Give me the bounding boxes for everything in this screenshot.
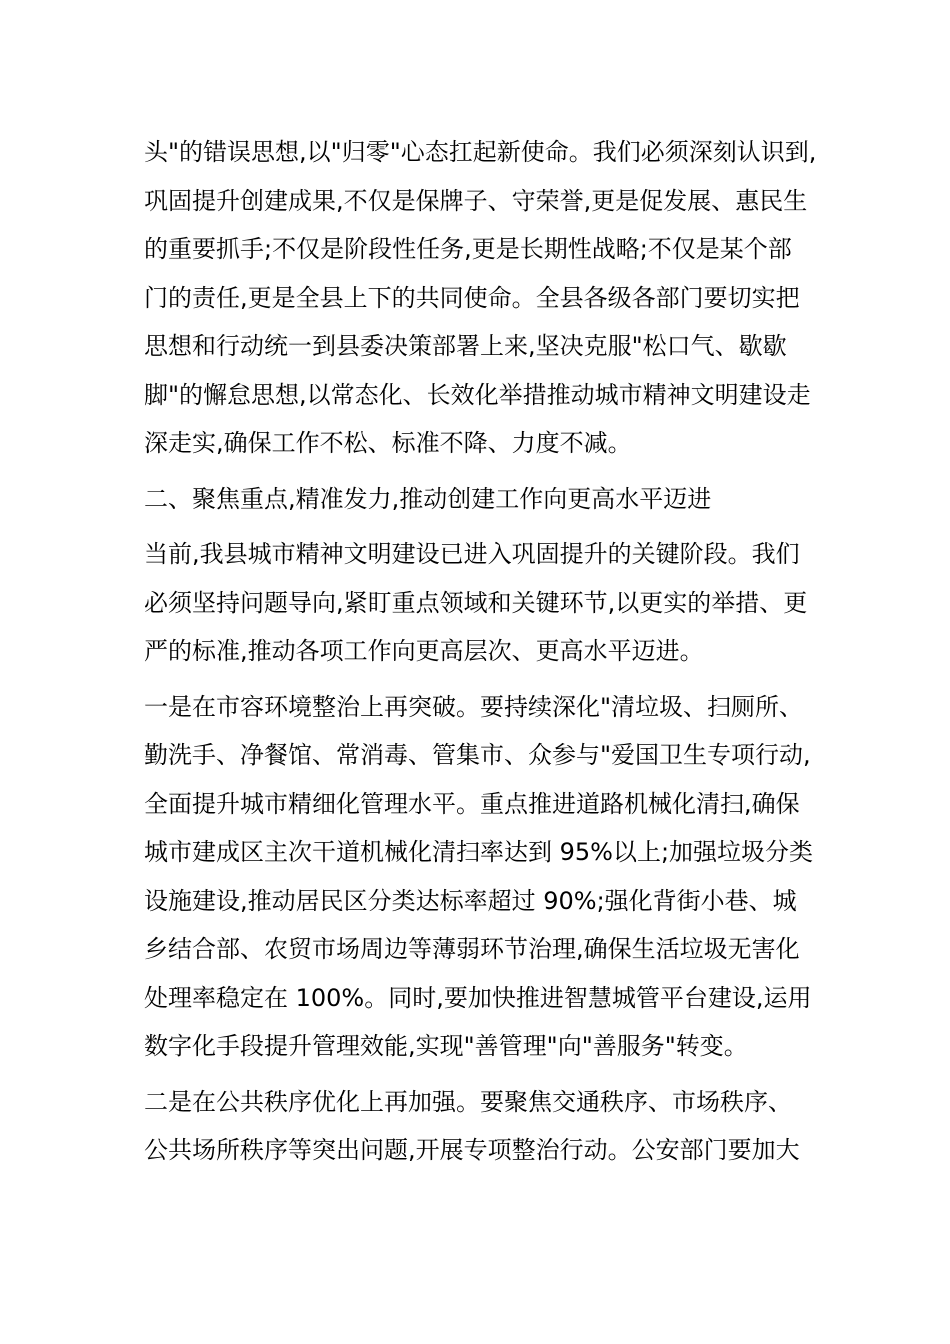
paragraph [144, 683, 814, 1071]
text-line: 思想和行动统一到县委决策部署上来,坚决克服"松口气、歇歇 [144, 332, 787, 360]
text-line: 头"的错误思想,以"归零"心态扛起新使命。我们必须深刻认识到, [144, 138, 817, 166]
text-line: 城市建成区主次干道机械化清扫率达到 95%以上;加强垃圾分类 [144, 838, 814, 866]
paragraph [144, 475, 814, 524]
text-line: 一是在市容环境整治上再突破。要持续深化"清垃圾、扫厕所、 [144, 692, 804, 721]
text-line: 二、聚焦重点,精准发力,推动创建工作向更高水平迈进 [144, 484, 712, 513]
paragraph [144, 530, 814, 676]
text-line: 脚"的懈怠思想,以常态化、长效化举措推动城市精神文明建设走 [144, 380, 811, 409]
text-line: 门的责任,更是全县上下的共同使命。全县各级各部门要切实把 [144, 283, 800, 312]
paragraph [144, 1078, 814, 1175]
text-line: 二是在公共秩序优化上再加强。要聚焦交通秩序、市场秩序、 [144, 1087, 792, 1116]
text-line: 全面提升城市精细化管理水平。重点推进道路机械化清扫,确保 [144, 789, 800, 818]
text-line: 设施建设,推动居民区分类达标率超过 90%;强化背街小巷、城 [144, 886, 797, 915]
text-line: 数字化手段提升管理效能,实现"善管理"向"善服务"转变。 [144, 1032, 748, 1060]
text-line: 深走实,确保工作不松、标准不降、力度不减。 [144, 429, 632, 457]
text-line: 必须坚持问题导向,紧盯重点领域和关键环节,以更实的举措、更 [144, 588, 808, 617]
document-body [144, 128, 817, 1182]
text-line: 巩固提升创建成果,不仅是保牌子、守荣誉,更是促发展、惠民生 [144, 186, 808, 215]
text-line: 的重要抓手;不仅是阶段性任务,更是长期性战略;不仅是某个部 [144, 235, 792, 263]
paragraph [144, 128, 817, 468]
text-line: 严的标准,推动各项工作向更高层次、更高水平迈进。 [144, 637, 704, 665]
text-line: 公共场所秩序等突出问题,开展专项整治行动。公安部门要加大 [144, 1136, 800, 1164]
text-line: 勤洗手、净餐馆、常消毒、管集市、众参与"爱国卫生专项行动, [144, 741, 811, 769]
text-line: 乡结合部、农贸市场周边等薄弱环节治理,确保生活垃圾无害化 [144, 935, 800, 963]
text-line: 当前,我县城市精神文明建设已进入巩固提升的关键阶段。我们 [144, 540, 800, 568]
text-line: 处理率稳定在 100%。同时,要加快推进智慧城管平台建设,运用 [144, 983, 812, 1012]
